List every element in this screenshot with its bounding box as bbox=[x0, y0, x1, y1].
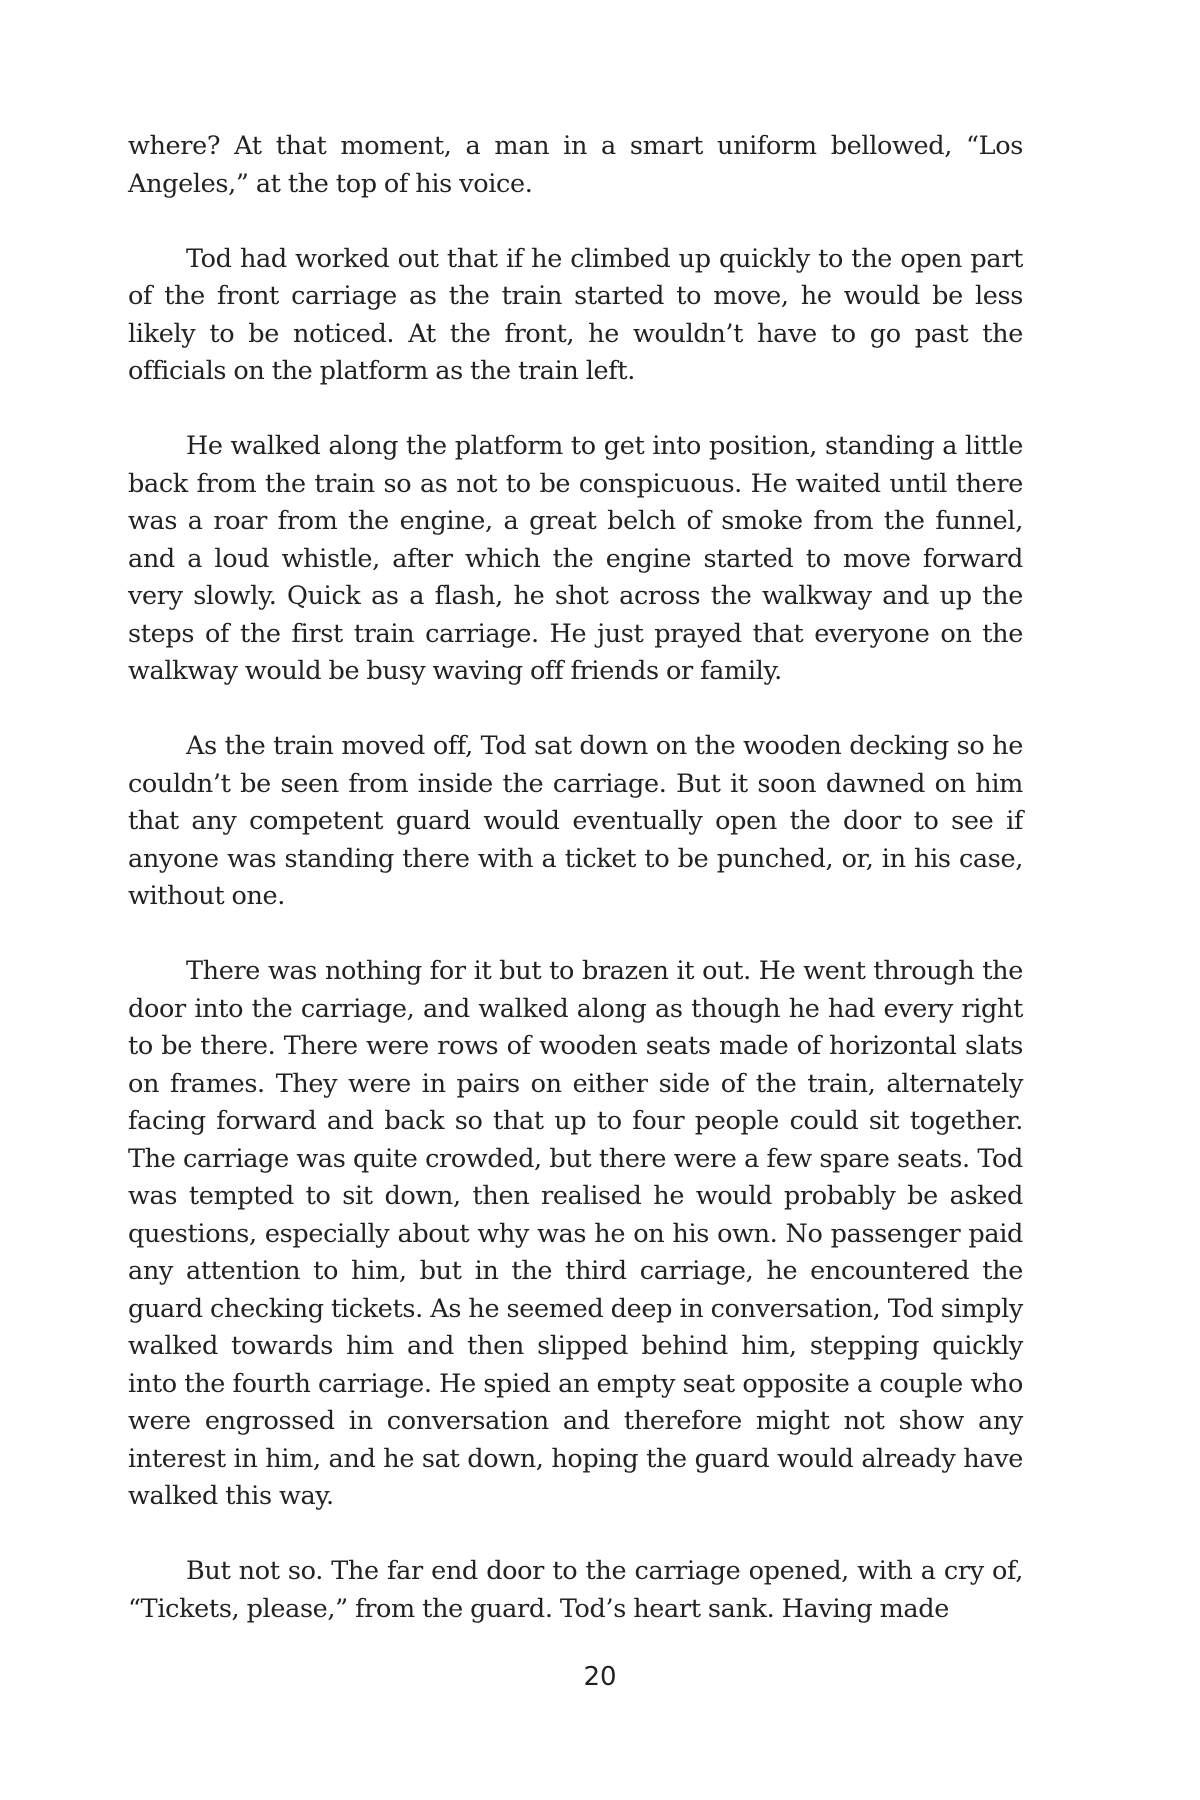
paragraph-5: There was nothing for it but to brazen it out. He went through the door into the carriage, and walked along as though he had every right to be there. There were rows of wooden seats made of horizontal slats on frames. They were in pairs on either side of the train, alternately facing forward and back so that up to four people could sit together. The carriage was quite crowded, but there were a few spare seats. Tod was tempted to sit down, then realised he would probably be asked questions, especially about why was he on his own. No passenger paid any attention to him, but in the third carriage, he encountered the guard checking tickets. As he seemed deep in conversation, Tod simply walked towards him and then slipped behind him, stepping quickly into the fourth carriage. He spied an empty seat opposite a couple who were engrossed in conversation and therefore might not show any interest in him, and he sat down, hoping the guard would already have walked this way. bbox=[128, 956, 1023, 1511]
paragraph-4: As the train moved off, Tod sat down on the wooden decking so he couldn’t be seen from inside the carriage. But it soon dawned on him that any competent guard would eventually open the door to see if anyone was standing there with a ticket to be punched, or, in his case, without one. bbox=[128, 731, 1023, 911]
paragraph-6: But not so. The far end door to the carriage opened, with a cry of, “Tickets, please,” from the guard. Tod’s heart sank. Having made bbox=[128, 1556, 1023, 1624]
page-number: 20 bbox=[583, 1662, 617, 1692]
paragraph-2: Tod had worked out that if he climbed up quickly to the open part of the front carriage as the train started to move, he would be less likely to be noticed. At the front, he wouldn’t have to go past the officials on the platform as the train left. bbox=[128, 243, 1023, 386]
paragraph-3: He walked along the platform to get into position, standing a little back from the train so as not to be conspicuous. He waited until there was a roar from the engine, a great belch of smoke from the funnel, and a loud whistle, after which the engine started to move forward very slowly. Quick as a flash, he shot across the walkway and up the steps of the first train carriage. He just prayed that everyone on the walkway would be busy waving off friends or family. bbox=[128, 431, 1023, 686]
body-text bbox=[128, 128, 1023, 1628]
paragraph-1: where? At that moment, a man in a smart uniform bellowed, “Los Angeles,” at the top of his voice. bbox=[128, 131, 1023, 199]
